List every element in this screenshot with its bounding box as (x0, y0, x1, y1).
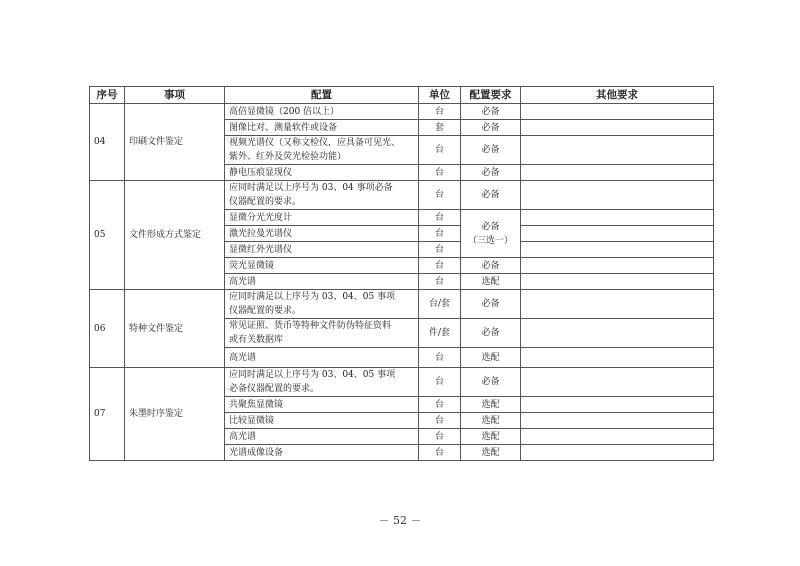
other-cell (521, 368, 714, 397)
config-cell (225, 181, 419, 210)
other-cell (521, 181, 714, 210)
other-cell (521, 445, 714, 461)
unit-cell: 台 (419, 274, 461, 290)
config-cell (225, 368, 419, 397)
config-cell: 高光谱 (225, 348, 419, 368)
other-cell (521, 136, 714, 165)
header-other: 其他要求 (521, 87, 714, 104)
req-cell: 必备 (461, 104, 521, 120)
header-item: 事项 (125, 87, 225, 104)
header-config: 配置 (225, 87, 419, 104)
header-no: 序号 (90, 87, 125, 104)
unit-cell: 台 (419, 242, 461, 258)
row-item: 朱墨时序鉴定 (125, 368, 225, 461)
page-number: － 52 － (378, 514, 422, 527)
config-cell: 显微分光光度计 (225, 210, 419, 226)
req-cell: 选配 (461, 397, 521, 413)
config-line: 仪器配置的要求。 (229, 197, 302, 207)
config-line: 仪器配置的要求。 (229, 306, 302, 316)
config-cell: 高光谱 (225, 429, 419, 445)
unit-cell: 台 (419, 210, 461, 226)
other-cell (521, 104, 714, 120)
req-cell: 选配 (461, 348, 521, 368)
header-unit: 单位 (419, 87, 461, 104)
unit-cell: 台 (419, 368, 461, 397)
unit-cell: 台 (419, 258, 461, 274)
other-cell (521, 120, 714, 136)
row-no: 05 (90, 181, 125, 290)
config-line: 常见证照、货币等特种文件防伪特征资料 (229, 321, 392, 331)
other-cell (521, 413, 714, 429)
req-line: （三选一） (467, 235, 513, 246)
other-cell (521, 397, 714, 413)
other-cell (521, 258, 714, 274)
other-cell (521, 290, 714, 319)
config-line: 或有关数据库 (229, 335, 284, 345)
req-cell: 必备 (461, 181, 521, 210)
other-cell (521, 348, 714, 368)
equipment-config-table (89, 86, 714, 461)
other-cell (521, 210, 714, 226)
unit-cell: 件/套 (419, 319, 461, 348)
unit-cell: 台 (419, 413, 461, 429)
unit-cell: 台/套 (419, 290, 461, 319)
table-row (90, 368, 714, 397)
unit-cell: 套 (419, 120, 461, 136)
other-cell (521, 429, 714, 445)
req-cell: 选配 (461, 429, 521, 445)
req-cell: 选配 (461, 445, 521, 461)
unit-cell: 台 (419, 165, 461, 181)
other-cell (521, 165, 714, 181)
unit-cell: 台 (419, 226, 461, 242)
req-cell: 选配 (461, 413, 521, 429)
config-cell: 静电压痕显现仪 (225, 165, 419, 181)
config-line: 应同时满足以上序号为 03、04、05 事项 (229, 292, 396, 302)
req-cell: 必备 (461, 319, 521, 348)
req-cell: 必备 (461, 165, 521, 181)
req-cell: 必备 (461, 258, 521, 274)
row-item: 印刷文件鉴定 (125, 104, 225, 181)
unit-cell: 台 (419, 348, 461, 368)
unit-cell: 台 (419, 429, 461, 445)
req-cell: 选配 (461, 274, 521, 290)
req-line: 必备 (481, 221, 500, 232)
config-cell (225, 290, 419, 319)
config-cell (225, 319, 419, 348)
header-requirement: 配置要求 (461, 87, 521, 104)
req-cell: 必备 (461, 290, 521, 319)
other-cell (521, 274, 714, 290)
config-cell: 比较显微镜 (225, 413, 419, 429)
config-cell: 图像比对、测量软件或设备 (225, 120, 419, 136)
row-item: 特种文件鉴定 (125, 290, 225, 368)
unit-cell: 台 (419, 104, 461, 120)
unit-cell: 台 (419, 136, 461, 165)
unit-cell: 台 (419, 445, 461, 461)
other-cell (521, 242, 714, 258)
config-line: 紫外、红外及荧光检验功能） (229, 152, 347, 162)
row-item: 文件形成方式鉴定 (125, 181, 225, 290)
config-line: 应同时满足以上序号为 03、04、05 事项 (229, 370, 396, 380)
row-no: 07 (90, 368, 125, 461)
table-header-row (90, 87, 714, 104)
config-line: 应同时满足以上序号为 03、04 事项必备 (229, 183, 393, 193)
other-cell (521, 226, 714, 242)
row-no: 06 (90, 290, 125, 368)
req-cell: 必备 (461, 120, 521, 136)
other-cell (521, 319, 714, 348)
config-cell (225, 136, 419, 165)
config-cell: 激光拉曼光谱仪 (225, 226, 419, 242)
config-cell: 共聚焦显微镜 (225, 397, 419, 413)
config-cell: 荧光显微镜 (225, 258, 419, 274)
row-no: 04 (90, 104, 125, 181)
config-cell: 高倍显微镜（200 倍以上） (225, 104, 419, 120)
config-cell: 高光谱 (225, 274, 419, 290)
config-line: 必备仪器配置的要求。 (229, 384, 320, 394)
req-cell: 必备 (461, 368, 521, 397)
req-cell-merged (461, 210, 521, 258)
table-row (90, 290, 714, 319)
unit-cell: 台 (419, 181, 461, 210)
config-line: 视频光谱仪（又称文检仪，应具备可见光、 (229, 138, 401, 148)
unit-cell: 台 (419, 397, 461, 413)
config-cell: 显微红外光谱仪 (225, 242, 419, 258)
config-cell: 光谱成像设备 (225, 445, 419, 461)
table-row (90, 104, 714, 120)
table-row (90, 181, 714, 210)
req-cell: 必备 (461, 136, 521, 165)
